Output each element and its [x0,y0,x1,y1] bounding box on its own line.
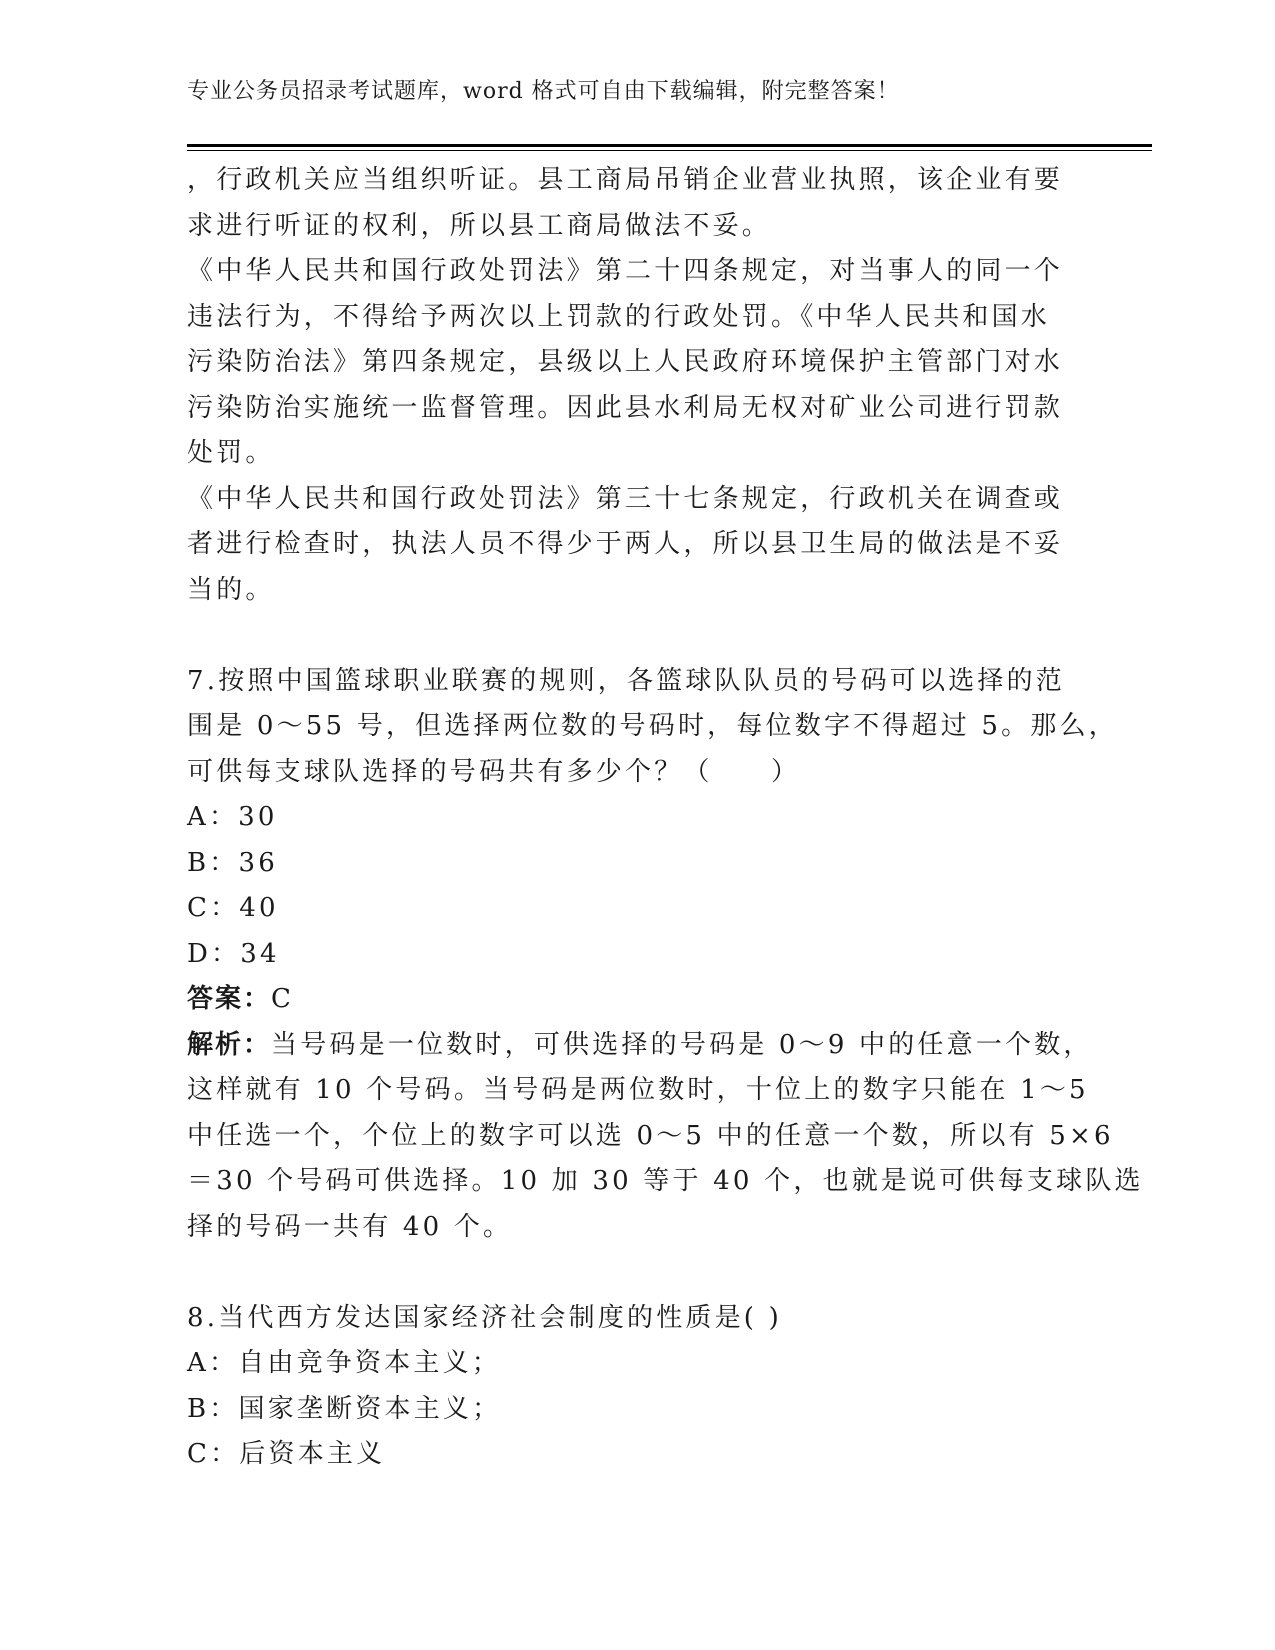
text-line: 求进行听证的权利，所以县工商局做法不妥。 [187,210,772,241]
analysis-label: 解析： [187,1029,272,1060]
answer-line [187,977,1087,1023]
text-line: 《中华人民共和国行政处罚法》第三十七条规定，行政机关在调查或 [187,483,1064,514]
analysis-line [187,1023,1093,1069]
text-line: 者进行检查时，执法人员不得少于两人，所以县卫生局的做法是不妥 [187,529,1064,559]
page-header: 专业公务员招录考试题库，word 格式可自由下载编辑，附完整答案！ [187,79,900,104]
question-stem-line: 可供每支球队选择的号码共有多少个？（ ） [187,756,801,787]
spacer [187,1250,1087,1296]
text-line: ，行政机关应当组织听证。县工商局吊销企业营业执照，该企业有要 [187,165,1064,195]
option-a: A：30 [187,802,278,832]
spacer [187,613,1087,659]
document-body [187,158,1144,1478]
question-stem-line: 8.当代西方发达国家经济社会制度的性质是( ) [187,1302,782,1333]
question-stem-line: 7.按照中国篮球职业联赛的规则，各篮球队队员的号码可以选择的范 [187,665,1066,696]
text-line: 《中华人民共和国行政处罚法》第二十四条规定，对当事人的同一个 [187,256,1064,286]
text-line: 当的。 [187,574,275,605]
option-a: A：自由竞争资本主义； [187,1348,501,1378]
header-rule-thick [187,144,1152,147]
previous-explanation [187,158,1087,613]
question-8 [187,1296,1087,1478]
analysis-line: 中任选一个，个位上的数字可以选 0～5 中的任意一个数，所以有 5×6 [187,1120,1114,1151]
option-c: C：40 [187,893,279,923]
text-line: 违法行为，不得给予两次以上罚款的行政处罚。《中华人民共和国水 [187,301,1051,332]
question-7 [187,659,1144,1251]
analysis-line: 这样就有 10 个号码。当号码是两位数时，十位上的数字只能在 1～5 [187,1075,1089,1105]
text-line: 处罚。 [187,438,275,468]
answer-label: 答案： [187,984,272,1014]
option-d: D：34 [187,938,280,969]
option-c: C：后资本主义 [187,1439,386,1469]
header-rule-thin [187,150,1152,151]
option-b: B：国家垄断资本主义； [187,1393,502,1424]
analysis-text: 当号码是一位数时，可供选择的号码是 0～9 中的任意一个数， [271,1029,1093,1060]
answer-value: C [271,984,295,1014]
option-b: B：36 [187,847,278,878]
analysis-line: ＝30 个号码可供选择。10 加 30 等于 40 个，也就是说可供每支球队选 [187,1166,1144,1196]
text-line: 污染防治法》第四条规定，县级以上人民政府环境保护主管部门对水 [187,347,1064,377]
analysis-line: 择的号码一共有 40 个。 [187,1211,513,1242]
text-line: 污染防治实施统一监督管理。因此县水利局无权对矿业公司进行罚款 [187,392,1064,423]
question-stem-line: 围是 0～55 号，但选择两位数的号码时，每位数字不得超过 5。那么， [187,711,1118,741]
